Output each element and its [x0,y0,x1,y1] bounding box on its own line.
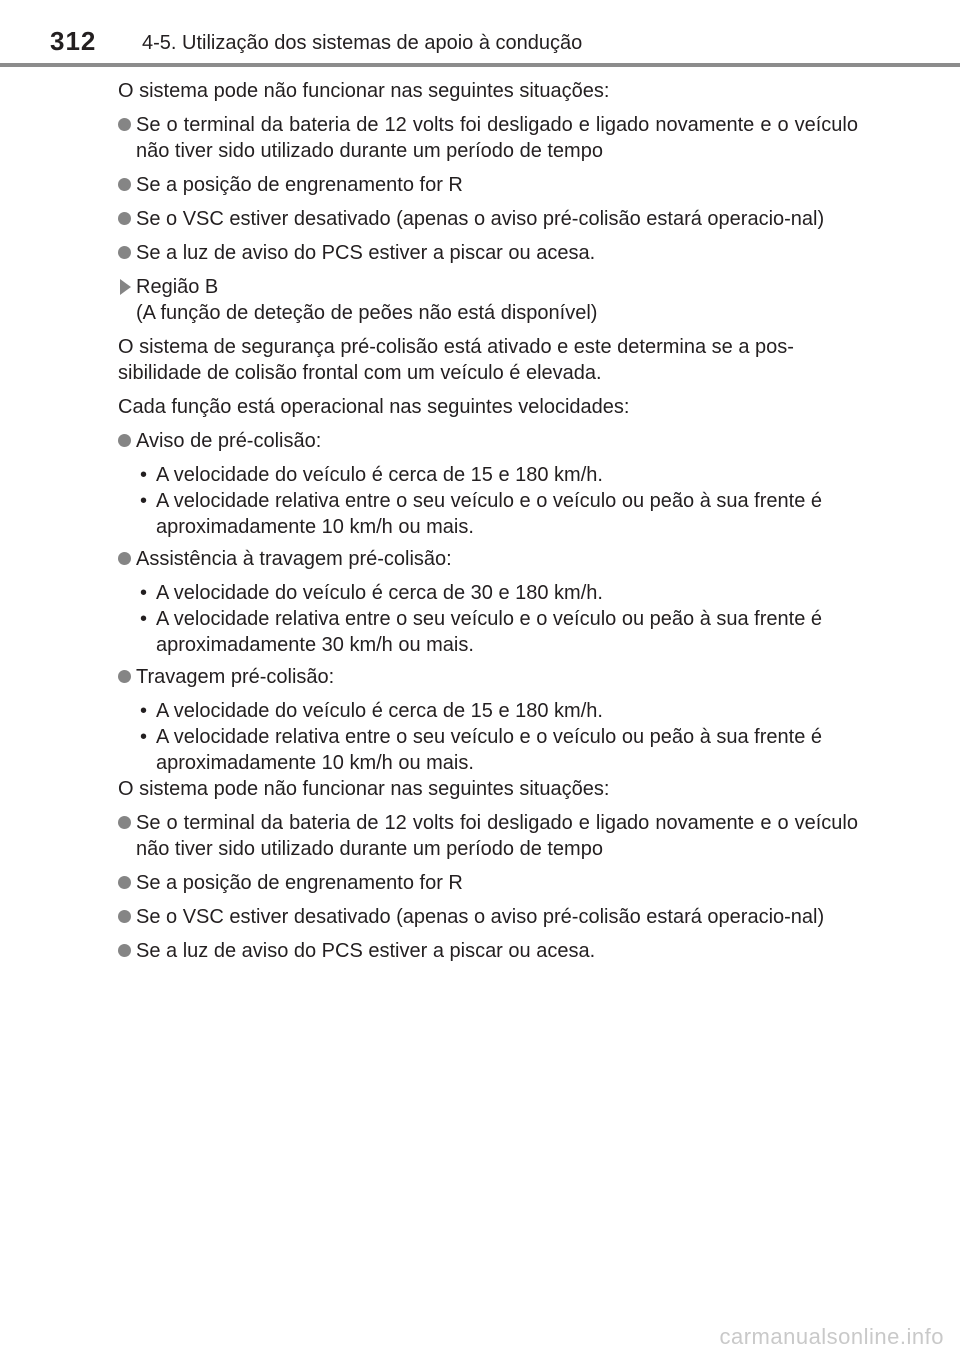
header-divider [0,63,960,67]
condition-item [118,580,858,606]
section-title: 4-5. Utilização dos sistemas de apoio à condução [142,32,583,54]
function-label [118,664,858,690]
region-b-description: O sistema de segurança pré-colisão está ativado e este determina se a pos-sibilidade de colisão frontal com um veículo é elevada. [118,336,794,384]
function-label-text: Assistência à travagem pré-colisão: [136,548,452,570]
sub-bullet-icon: • [140,726,148,748]
condition-text: A velocidade do veículo é cerca de 15 e 180 km/h. [156,464,603,486]
bullet-dot-icon [118,212,131,225]
list-item-text: Se a posição de engrenamento for R [136,872,463,894]
bullet-dot-icon [118,944,131,957]
bullet-dot-icon [118,670,131,683]
function-label [118,546,858,572]
sub-bullet-icon: • [140,582,148,604]
arrow-right-icon [120,279,131,295]
intro-paragraph-b: O sistema pode não funcionar nas seguintes situações: [118,778,610,800]
condition-text: A velocidade relativa entre o seu veículo e o veículo ou peão à sua frente é aproximadamente 10 km/h ou mais. [156,726,822,774]
bullet-dot-icon [118,434,131,447]
condition-item [118,462,858,488]
region-b-subtitle: (A função de deteção de peões não está disponível) [136,302,598,324]
list-item-text: Se a luz de aviso do PCS estiver a piscar ou acesa. [136,940,596,962]
bullet-dot-icon [118,118,131,131]
bullet-dot-icon [118,246,131,259]
list-item [118,938,858,964]
list-item [118,904,858,930]
condition-item [118,724,858,776]
list-item-text: Se a luz de aviso do PCS estiver a piscar ou acesa. [136,242,596,264]
function-label-text: Aviso de pré-colisão: [136,430,322,452]
condition-text: A velocidade relativa entre o seu veículo e o veículo ou peão à sua frente é aproximadamente 30 km/h ou mais. [156,608,822,656]
condition-list [118,462,858,540]
bullet-dot-icon [118,910,131,923]
intro-paragraph-a: O sistema pode não funcionar nas seguintes situações: [118,80,610,102]
sub-bullet-icon: • [140,608,148,630]
list-item [118,240,858,266]
function-label [118,428,858,454]
sub-bullet-icon: • [140,464,148,486]
region-b-heading [118,274,858,326]
list-item-text: Se o VSC estiver desativado (apenas o aviso pré-colisão estará operacio-nal) [136,208,825,230]
list-item [118,810,858,862]
condition-item [118,488,858,540]
sub-bullet-icon: • [140,490,148,512]
condition-list [118,580,858,658]
list-item-text: Se o terminal da bateria de 12 volts foi desligado e ligado novamente e o veículo não tiver sido utilizado durante um período de tempo [136,114,858,162]
page-number: 312 [50,26,97,56]
bullet-dot-icon [118,816,131,829]
bullet-dot-icon [118,876,131,889]
page-body [118,78,858,972]
condition-text: A velocidade relativa entre o seu veículo e o veículo ou peão à sua frente é aproximadamente 10 km/h ou mais. [156,490,822,538]
list-item [118,206,858,232]
condition-item [118,698,858,724]
list-item [118,112,858,164]
function-label-text: Travagem pré-colisão: [136,666,335,688]
sub-bullet-icon: • [140,700,148,722]
condition-text: A velocidade do veículo é cerca de 30 e 180 km/h. [156,582,603,604]
watermark-text: carmanualsonline.info [719,1324,944,1349]
list-item-text: Se o VSC estiver desativado (apenas o aviso pré-colisão estará operacio-nal) [136,906,825,928]
speeds-intro: Cada função está operacional nas seguintes velocidades: [118,396,630,418]
condition-list [118,698,858,776]
condition-text: A velocidade do veículo é cerca de 15 e 180 km/h. [156,700,603,722]
list-item [118,870,858,896]
bullet-dot-icon [118,552,131,565]
region-b-title: Região B [136,276,219,298]
list-item-text: Se a posição de engrenamento for R [136,174,463,196]
list-item-text: Se o terminal da bateria de 12 volts foi desligado e ligado novamente e o veículo não tiver sido utilizado durante um período de tempo [136,812,858,860]
list-item [118,172,858,198]
condition-item [118,606,858,658]
bullet-dot-icon [118,178,131,191]
